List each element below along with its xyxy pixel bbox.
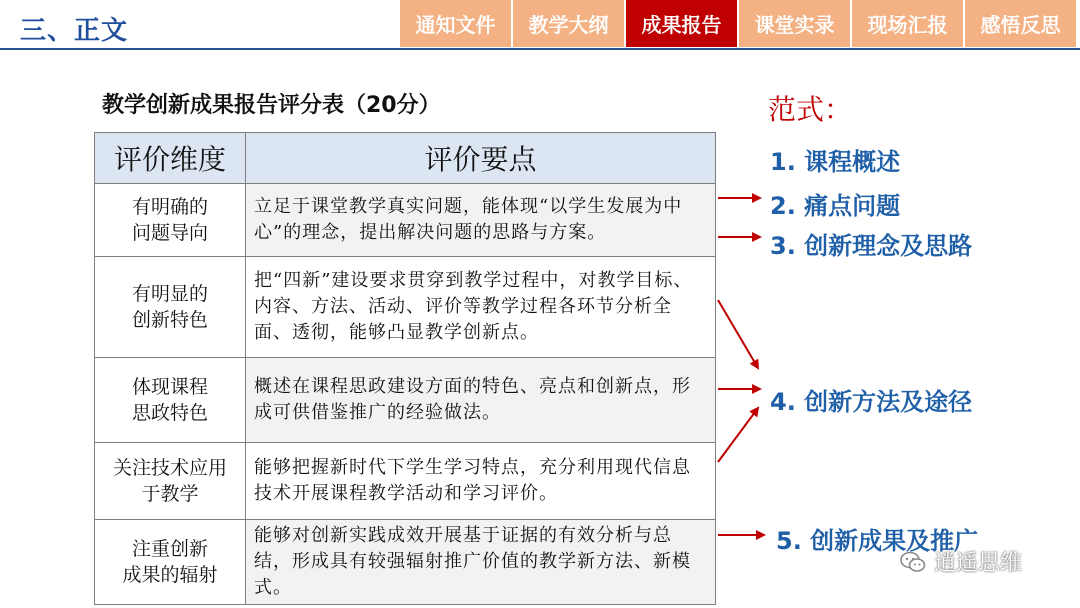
- tab-achievement-report[interactable]: 成果报告: [626, 0, 737, 47]
- points-cell: 立足于课堂教学真实问题，能体现“以学生发展为中心”的理念，提出解决问题的思路与方案。: [246, 184, 716, 257]
- format-step-5: 5. 创新成果及推广: [776, 527, 979, 555]
- watermark-text: 逍遥思维: [934, 551, 1023, 576]
- arrow-row2-to-step4: [718, 300, 758, 368]
- dimension-line: 思政特色: [131, 402, 208, 424]
- dimension-line: 有明确的: [131, 196, 208, 218]
- points-cell: 能够把握新时代下学生学习特点，充分利用现代信息技术开展课程教学活动和学习评价。: [246, 443, 716, 520]
- dimension-line: 创新特色: [131, 309, 208, 331]
- tab-onsite-presentation[interactable]: 现场汇报: [852, 0, 963, 47]
- dimension-line: 问题导向: [131, 222, 208, 244]
- tab-notice-files[interactable]: 通知文件: [400, 0, 511, 47]
- dimension-line: 于教学: [141, 483, 199, 505]
- section-title: 三、正文: [20, 16, 129, 46]
- dimension-line: 注重创新: [131, 538, 208, 560]
- dimension-line: 有明显的: [131, 283, 208, 305]
- column-header-points: 评价要点: [246, 133, 716, 184]
- format-step-3: 3. 创新理念及思路: [770, 232, 973, 260]
- column-header-dimension: 评价维度: [95, 133, 246, 184]
- format-step-2: 2. 痛点问题: [770, 192, 901, 220]
- dimension-line: 成果的辐射: [122, 564, 218, 586]
- dimension-line: 关注技术应用: [112, 457, 227, 479]
- wechat-icon: [900, 551, 926, 573]
- watermark: [900, 546, 1022, 577]
- points-cell: 能够对创新实践成效开展基于证据的有效分析与总结，形成具有较强辐射推广价值的教学新方法、新模式。: [246, 520, 716, 605]
- dimension-line: 体现课程: [131, 376, 208, 398]
- tab-class-recording[interactable]: 课堂实录: [739, 0, 850, 47]
- tab-syllabus[interactable]: 教学大纲: [513, 0, 624, 47]
- points-cell: 把“四新”建设要求贯穿到教学过程中，对教学目标、内容、方法、活动、评价等教学过程各环节分析全面、透彻，能够凸显教学创新点。: [246, 257, 716, 358]
- table-title: 教学创新成果报告评分表（20分）: [102, 93, 441, 118]
- format-step-4: 4. 创新方法及途径: [770, 388, 973, 416]
- arrow-row4-to-step4: [718, 408, 758, 462]
- format-step-1: 1. 课程概述: [770, 148, 901, 176]
- tab-reflection[interactable]: 感悟反思: [965, 0, 1076, 47]
- points-cell: 概述在课程思政建设方面的特色、亮点和创新点，形成可供借鉴推广的经验做法。: [246, 358, 716, 443]
- format-label: 范式：: [768, 93, 853, 126]
